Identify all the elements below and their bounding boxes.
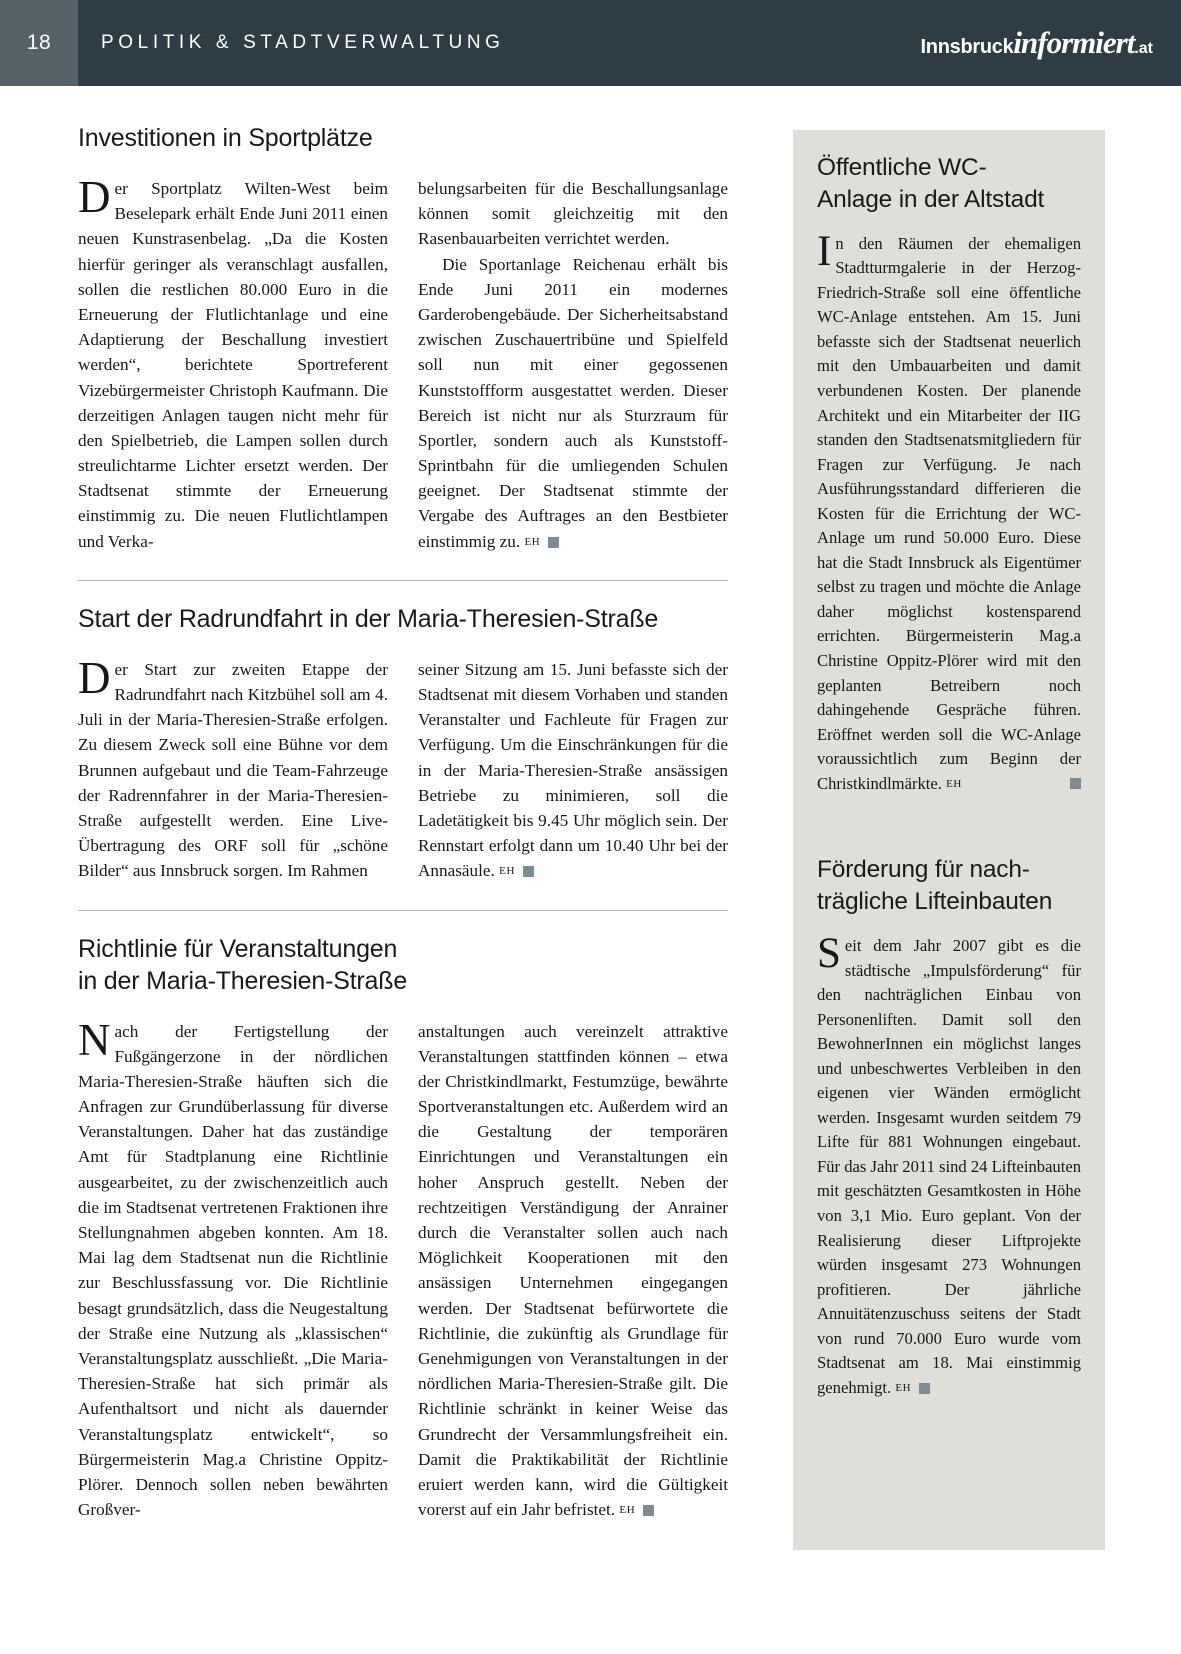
masthead-word-informiert: informiert <box>1013 25 1135 60</box>
masthead-word-innsbruck: Innsbruck <box>920 36 1014 58</box>
sidebar-article-title <box>817 854 1081 918</box>
article-column-right <box>418 176 728 554</box>
article-column-right <box>418 657 728 884</box>
paragraph-text: eit dem Jahr 2007 gibt es die städtische „Impulsförderung“ für den nachträglichen Einbau von Personenliften. Damit soll den BewohnerInnen ein möglichst langes und unbeschwertes Verbleiben in den eigenen vier Wänden ermöglicht werden. Insgesamt wurden seitdem 79 Lifte für 881 Wohnungen eingebaut. Für das Jahr 2011 sind 24 Lifteinbauten mit geschätzten Gesamtkosten in Höhe von 3,1 Mio. Euro geplant. Von der Realisierung dieser Liftprojekte würden insgesamt 273 Wohnungen profitieren. Der jährliche Annuitätenzuschuss seitens der Stadt von rund 70.000 Euro wurde vom Stadtsenat am 18. Mai einstimmig genehmigt. <box>817 935 1081 1397</box>
author-signature: EH <box>619 1504 636 1517</box>
section-divider <box>78 910 728 911</box>
article-paragraph <box>418 1019 728 1523</box>
article-start-der-radrundfahrt <box>78 603 728 884</box>
paragraph-text: er Start zur zweiten Etappe der Radrundfahrt nach Kitzbühel soll am 4. Juli in der Maria-Theresien-Straße erfolgen. Zu diesem Zweck soll eine Bühne vor dem Brunnen aufgebaut und die Team-Fahrzeuge der Radrennfahrer in der Maria-Theresien-Straße aufgestellt werden. Eine Live-Übertragung des ORF soll für „schöne Bilder“ aus Innsbruck sorgen. Im Rahmen <box>78 659 388 881</box>
section-title: POLITIK & STADTVERWALTUNG <box>101 32 505 53</box>
paragraph-text: Die Sportanlage Reichenau erhält bis Ende Juni 2011 ein modernes Garderobengebäude. Der Sicherheitsabstand zwischen Zuschauertribüne und Spielfeld soll nun mit einer gegossenen Kunststoffform ausgestattet werden. Dieser Bereich ist nicht nur als Sturzraum für Sportler, sondern auch als Kunststoff-Sprintbahn für die umliegenden Schulen geeignet. Der Stadtsenat stimmte der Vergabe des Auftrages an den Bestbieter einstimmig zu. <box>418 254 728 551</box>
drop-cap: D <box>78 652 111 703</box>
article-paragraph <box>78 652 388 884</box>
main-column <box>78 122 728 1522</box>
page-header <box>0 0 1181 86</box>
sidebar-paragraph <box>817 929 1081 1400</box>
article-richtlinie-fuer-veranstaltungen <box>78 933 728 1523</box>
article-title: Start der Radrundfahrt in der Maria-Theresien-Straße <box>78 604 659 633</box>
paragraph-text: ach der Fertigstellung der Fußgängerzone in der nördlichen Maria-Theresien-Straße häuften sich die Anfragen zur Grundüberlassung für diverse Veranstaltungen. Daher hat das zuständige Amt für Stadtplanung eine Richtlinie ausgearbeitet, zu der zwischenzeitlich auch die im Stadtsenat vertretenen Fraktionen ihre Stellungnahmen abgeben konnten. Am 18. Mai lag dem Stadtsenat nun die Richtlinie zur Beschlussfassung vor. Die Richtlinie besagt grundsätzlich, dass die Neugestaltung der Straße eine Nutzung als „klassischen“ Veranstaltungsplatz ausschließt. „Die Maria-Theresien-Straße hat sich primär als Aufenthaltsort und nicht als dauernder Veranstaltungsplatz entwickelt“, so Bürgermeisterin Mag.a Christine Oppitz-Plörer. Dennoch sollen neben bewährten Großver- <box>78 1021 388 1520</box>
article-columns <box>78 652 728 884</box>
article-column-left <box>78 172 388 554</box>
article-paragraph <box>418 252 728 554</box>
drop-cap: I <box>817 227 832 275</box>
section-divider <box>78 580 728 581</box>
page-number: 18 <box>0 0 78 86</box>
article-column-right <box>418 1019 728 1523</box>
paragraph-text: anstaltungen auch vereinzelt attraktive Veranstaltungen stattfinden können – etwa der Christkindlmarkt, Festumzüge, bewährte Sportveranstaltungen etc. Außerdem wird an die Gestaltung der temporären Einrichtungen und Veranstaltungen ein hoher Anspruch gestellt. Neben der rechtzeitigen Verständigung der Anrainer durch die Veranstalter sollen auch nach Möglichkeit Kooperationen mit den ansässigen Unternehmen eingegangen werden. Der Stadtsenat befürwortete die Richtlinie, die zukünftig als Grundlage für Genehmigungen von Veranstaltungen in der nördlichen Maria-Theresien-Straße gilt. Die Richtlinie schränkt in keiner Weise das Grundrecht der Versammlungsfreiheit ein. Damit die Praktikabilität der Richtlinie eruiert werden kann, wird die Gültigkeit vorerst auf ein Jahr befristet. <box>418 1021 728 1520</box>
page-content <box>0 86 1181 1654</box>
sidebar-title-line-1: Förderung für nach- <box>817 856 1030 884</box>
article-paragraph <box>418 657 728 884</box>
drop-cap: N <box>78 1014 111 1065</box>
sidebar-article-title <box>817 152 1081 216</box>
article-columns <box>78 1014 728 1523</box>
sidebar-article-wc-anlage <box>817 152 1081 796</box>
paragraph-text: seiner Sitzung am 15. Juni befasste sich der Stadtsenat mit diesem Vorhaben und standen Veranstalter und Fachleute für Fragen zur Verfügung. Um die Einschränkungen für die in der Maria-Theresien-Straße ansässigen Betriebe zu minimieren, soll die Ladetätigkeit bis 9.45 Uhr möglich sein. Der Rennstart erfolgt dann um 10.40 Uhr bei der Annasäule. <box>418 659 728 881</box>
masthead-logo <box>921 25 1153 61</box>
sidebar-paragraph <box>817 227 1081 797</box>
sidebar-title-line-2: Anlage in der Altstadt <box>817 185 1045 213</box>
author-signature: EH <box>895 1381 912 1394</box>
paragraph-text: er Sportplatz Wilten-West beim Beselepark erhält Ende Juni 2011 einen neuen Kunstrasenbelag. „Da die Kosten hierfür geringer als veranschlagt ausfallen, sollen die restlichen 80.000 Euro in die Erneuerung der Flutlichtanlage und eine Adaptierung der Beschallung investiert werden“, berichtete Sportreferent Vizebürgermeister Christoph Kaufmann. Die derzeitigen Anlagen taugen nicht mehr für den Spielbetrieb, die Lampen sollen durch streulichtarme Lichter ersetzt werden. Der Stadtsenat stimmte der Erneuerung einstimmig zu. Die neuen Flutlichtlampen und Verka- <box>78 179 388 551</box>
article-paragraph: belungsarbeiten für die Beschallungsanlage können somit gleichzeitig mit den Rasenbauarbeiten verrichtet werden. <box>418 179 728 249</box>
article-title <box>78 933 728 997</box>
article-title-line-1: Richtlinie für Veranstaltungen <box>78 934 398 963</box>
masthead-word-at: .at <box>1134 40 1153 57</box>
sidebar-article-lifteinbauten <box>817 854 1081 1400</box>
article-column-left <box>78 652 388 884</box>
author-signature: EH <box>499 865 516 878</box>
article-paragraph <box>78 1014 388 1523</box>
end-mark <box>523 866 534 877</box>
author-signature: EH <box>524 535 541 548</box>
article-paragraph <box>78 172 388 554</box>
article-column-left <box>78 1014 388 1523</box>
article-title: Investitionen in Sportplätze <box>78 124 373 152</box>
paragraph-text: n den Räumen der ehemaligen Stadtturmgalerie in der Herzog-Friedrich-Straße soll eine öffentliche WC-Anlage entstehen. Am 15. Juni befasste sich der Stadtsenat neuerlich mit den Umbauarbeiten und damit verbundenen Kosten. Der planende Architekt und ein Mitarbeiter der IIG standen den Stadtsenatsmitgliedern für Fragen zur Verfügung. Je nach Ausführungsstandard differieren die Kosten für die Errichtung der WC-Anlage um rund 50.000 Euro. Diese hat die Stadt Innsbruck als Eigentümer selbst zu tragen und möchte die Anlage daher möglichst kostensparend errichten. Bürgermeisterin Mag.a Christine Oppitz-Plörer wird mit den geplanten Betreibern noch dahingehende Gespräche führen. Eröffnet werden soll die WC-Anlage voraussichtlich zum Beginn der Christkindlmärkte. <box>817 233 1081 793</box>
sidebar <box>793 130 1105 1550</box>
end-mark <box>643 1505 654 1516</box>
article-title-line-2: in der Maria-Theresien-Straße <box>78 966 408 995</box>
article-columns <box>78 172 728 554</box>
sidebar-title-line-1: Öffentliche WC- <box>817 154 987 181</box>
article-investitionen-in-sportplaetze <box>78 122 728 554</box>
end-mark <box>548 537 559 548</box>
end-mark <box>919 1383 930 1394</box>
drop-cap: S <box>817 929 841 977</box>
drop-cap: D <box>78 172 111 222</box>
end-mark <box>1070 778 1081 789</box>
sidebar-title-line-2: trägliche Lifteinbauten <box>817 888 1053 916</box>
author-signature: EH <box>946 777 962 790</box>
